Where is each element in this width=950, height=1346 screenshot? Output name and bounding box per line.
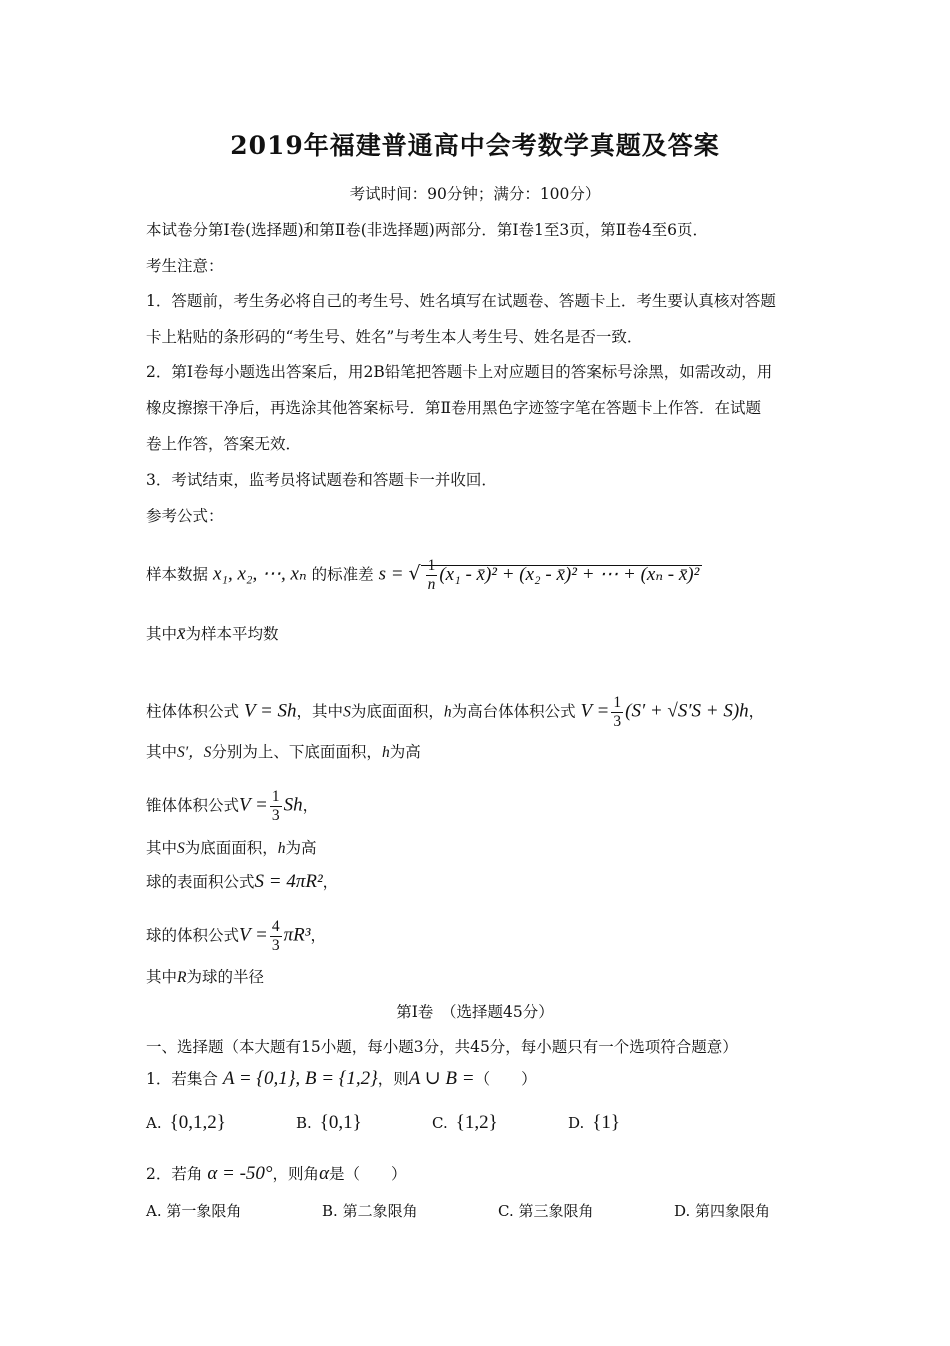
frustum-body: (S′ + √S′S + S)h: [625, 700, 749, 722]
frustum-note-h: h: [381, 744, 390, 761]
note-2-line-2: 橡皮擦擦干净后，再选涂其他答案标号．第Ⅱ卷用黑色字迹签字笔在答题卡上作答．在试题: [146, 399, 762, 417]
mean-var: x̄: [177, 623, 186, 644]
std-radicand: [421, 557, 703, 593]
radius-note: [146, 967, 264, 988]
sphere-vol-a: 球的体积公式: [146, 926, 240, 945]
option-label: D.: [674, 1202, 691, 1220]
sqrt-sign: √: [408, 562, 421, 585]
sphere-vol-end: ，: [310, 926, 326, 945]
note-3: 3．考试结束，监考员将试题卷和答题卡一并收回．: [146, 471, 497, 489]
prism-f: V = Sh: [243, 700, 297, 722]
option-label: A.: [146, 1114, 162, 1132]
frac-num: 1: [427, 557, 436, 574]
note-2-line-1: 2．第Ⅰ卷每小题选出答案后，用2B铅笔把答题卡上对应题目的答案标号涂黑，如需改动，用: [146, 363, 773, 381]
prism-h: h: [443, 703, 452, 721]
q2-math: α = -50°: [207, 1163, 273, 1184]
std-prefix: 样本数据: [146, 565, 209, 584]
q1-stem-c: （ ）: [474, 1070, 537, 1088]
question-1-stem: [146, 1069, 537, 1089]
q1-math2: A ∪ B =: [408, 1068, 475, 1089]
std-lhs: s =: [378, 563, 404, 585]
q1-stem-a: 1．若集合: [146, 1070, 218, 1088]
q2-option-b: [322, 1200, 418, 1221]
prism-a: 柱体体积公式: [146, 702, 240, 721]
prism-frustum-formula: [146, 694, 764, 731]
frustum-note-s: S′，S: [177, 744, 212, 761]
cone-end: ，: [302, 796, 319, 815]
option-label: A.: [146, 1202, 162, 1220]
q1-math: A = {0,1}, B = {1,2}: [222, 1068, 378, 1089]
cone-note-a: 其中: [146, 839, 178, 857]
frac-den: 3: [271, 807, 280, 824]
note-1-line-1: 1．答题前，考生务必将自己的考生号、姓名填写在试题卷、答题卡上．考生要认真核对答题: [146, 292, 776, 310]
std-mid: 的标准差: [311, 565, 374, 584]
notice-heading: 考生注意：: [146, 257, 224, 275]
intro-text: 本试卷分第Ⅰ卷(选择题)和第Ⅱ卷(非选择题)两部分．第Ⅰ卷1至3页，第Ⅱ卷4至6页．: [146, 221, 708, 239]
mean-note-b: 为样本平均数: [185, 625, 279, 643]
q1-stem-b: ，则: [377, 1070, 409, 1088]
mean-note-a: 其中: [146, 625, 178, 643]
q1-option-c: [432, 1112, 498, 1134]
section-intro: 一、选择题（本大题有15小题，每小题3分，共45分，每小题只有一个选项符合题意）: [146, 1038, 738, 1056]
prism-c: 为底面面积，: [350, 702, 444, 721]
option-value: 第三象限角: [518, 1202, 594, 1220]
cone-note-s: S: [177, 840, 185, 857]
frustum-note-b: 分别为上、下底面面积，: [211, 743, 382, 761]
std-body: (x₁ - x̄)² + (x₂ - x̄)² + ⋯ + (xₙ - x̄)²: [439, 563, 700, 585]
frac-num: 1: [613, 694, 622, 711]
sphere-area-end: ，: [322, 873, 339, 891]
q2-stem-b: ，则角: [272, 1165, 320, 1183]
q1-option-a: [146, 1112, 226, 1134]
frustum-note: [146, 742, 421, 763]
frustum-lhs: V =: [580, 700, 610, 722]
frac-den: 3: [613, 713, 622, 730]
option-label: C.: [432, 1114, 448, 1132]
cone-note: [146, 838, 317, 859]
option-value: 第二象限角: [342, 1202, 418, 1220]
option-value: 第一象限角: [166, 1202, 242, 1220]
frac-num: 4: [271, 918, 280, 935]
std-dev-formula: [146, 557, 702, 594]
q2-option-a: [146, 1200, 241, 1221]
exam-info: 考试时间：90分钟；满分：100分）: [349, 185, 601, 203]
q2-option-c: [498, 1200, 594, 1221]
frac-den: n: [427, 576, 436, 593]
std-vars: x₁, x₂, ⋯, xₙ: [212, 563, 307, 585]
radius-b: 为球的半径: [186, 968, 264, 986]
q2-math2: α: [319, 1163, 330, 1184]
cone-lhs: V =: [239, 794, 268, 816]
option-value: {1,2}: [455, 1112, 498, 1133]
option-label: B.: [296, 1114, 312, 1132]
cone-note-b: 为底面面积，: [184, 839, 278, 857]
q2-stem-c: 是（ ）: [329, 1165, 407, 1183]
option-value: {1}: [592, 1112, 621, 1133]
cone-note-h: h: [277, 840, 286, 857]
option-value: 第四象限角: [695, 1202, 771, 1220]
option-value: {0,1,2}: [169, 1112, 226, 1133]
q2-option-d: [674, 1200, 770, 1221]
option-value: {0,1}: [319, 1112, 362, 1133]
frac-num: 1: [271, 788, 280, 805]
radius-r: R: [177, 969, 187, 986]
frustum-note-c: 为高: [389, 743, 421, 761]
mean-note: [146, 624, 278, 644]
sphere-area-a: 球的表面积公式: [146, 873, 255, 891]
radius-a: 其中: [146, 968, 178, 986]
formula-heading: 参考公式：: [146, 507, 224, 525]
frac-den: 3: [271, 937, 280, 954]
cone-formula: [146, 788, 318, 825]
prism-d: 为高台体体积公式: [451, 702, 576, 721]
note-2-line-3: 卷上作答，答案无效．: [146, 435, 302, 453]
note-1-line-2: 卡上粘贴的条形码的“考生号、姓名”与考生本人考生号、姓名是否一致．: [146, 328, 643, 346]
sphere-vol-body: πR³: [283, 924, 311, 946]
cone-a: 锥体体积公式: [146, 796, 240, 815]
question-2-stem: [146, 1164, 407, 1184]
prism-s: S: [343, 703, 351, 721]
cone-note-c: 为高: [285, 839, 317, 857]
q2-stem-a: 2．若角: [146, 1165, 203, 1183]
sphere-area-f: S = 4πR²: [254, 871, 323, 892]
section-title: 第Ⅰ卷 （选择题45分）: [396, 1003, 554, 1021]
prism-b: ，其中: [296, 702, 344, 721]
frustum-end: ，: [748, 702, 765, 721]
q1-option-b: [296, 1112, 362, 1134]
sphere-area-formula: [146, 872, 338, 892]
cone-body: Sh: [283, 794, 303, 816]
sphere-vol-lhs: V =: [239, 924, 268, 946]
q1-option-d: [568, 1112, 620, 1134]
option-label: D.: [568, 1114, 585, 1132]
option-label: C.: [498, 1202, 514, 1220]
frustum-note-a: 其中: [146, 743, 178, 761]
option-label: B.: [322, 1202, 338, 1220]
page-title: 2019年福建普通高中会考数学真题及答案: [230, 131, 720, 160]
sphere-volume-formula: [146, 918, 326, 955]
